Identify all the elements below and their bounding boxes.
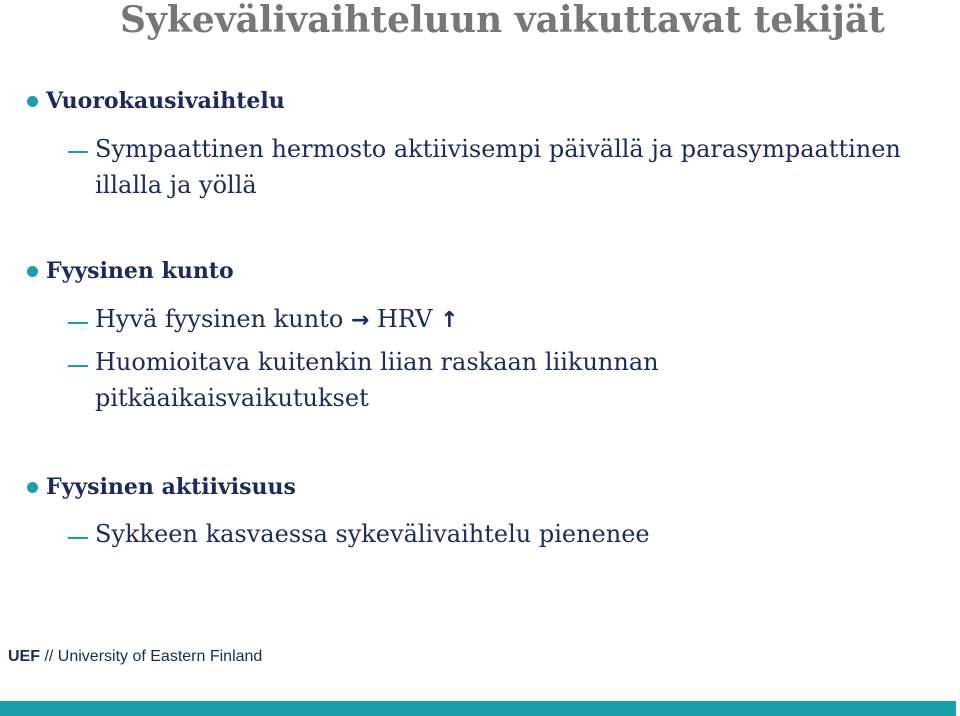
sub-item-line: Sympaattinen hermosto aktiivisempi päivällä ja parasympaattinen bbox=[95, 135, 901, 163]
sub-item bbox=[95, 131, 955, 203]
sub-item-line: Huomioitava kuitenkin liian raskaan liikunnan bbox=[95, 348, 659, 376]
bullet-dot-icon bbox=[27, 482, 38, 493]
bullet-fyysinen-kunto bbox=[27, 256, 234, 286]
dash-icon bbox=[68, 151, 88, 153]
sub-item-line: pitkäaikaisvaikutukset bbox=[95, 384, 369, 412]
dash-icon bbox=[68, 322, 88, 324]
arrow-right-icon: → bbox=[350, 308, 370, 333]
sub-item-line: illalla ja yöllä bbox=[95, 171, 257, 199]
sub-item-text: HRV bbox=[377, 305, 433, 333]
bullet-dot-icon bbox=[27, 96, 38, 107]
footer-bar bbox=[0, 701, 956, 716]
footer-brand: UEF bbox=[8, 648, 40, 665]
dash-icon bbox=[68, 365, 88, 367]
arrow-up-icon: ↑ bbox=[440, 308, 459, 333]
dash-icon bbox=[68, 537, 88, 539]
slide-title: Sykevälivaihteluun vaikuttavat tekijät bbox=[120, 0, 885, 41]
bullet-fyysinen-aktiivisuus bbox=[27, 472, 296, 502]
footer bbox=[8, 646, 262, 668]
footer-org: University of Eastern Finland bbox=[57, 648, 263, 665]
footer-separator: // bbox=[40, 648, 58, 665]
sub-item bbox=[95, 516, 955, 552]
bullet-vuorokausivaihtelu bbox=[27, 86, 285, 116]
bullet-heading: Fyysinen aktiivisuus bbox=[46, 474, 296, 500]
bullet-dot-icon bbox=[27, 266, 38, 277]
sub-item bbox=[95, 301, 955, 339]
sub-item bbox=[95, 344, 955, 416]
sub-item-line: Sykkeen kasvaessa sykevälivaihtelu pienenee bbox=[95, 520, 650, 548]
bullet-heading: Fyysinen kunto bbox=[46, 258, 234, 284]
bullet-heading: Vuorokausivaihtelu bbox=[46, 88, 285, 114]
sub-item-text: Hyvä fyysinen kunto bbox=[95, 305, 344, 333]
